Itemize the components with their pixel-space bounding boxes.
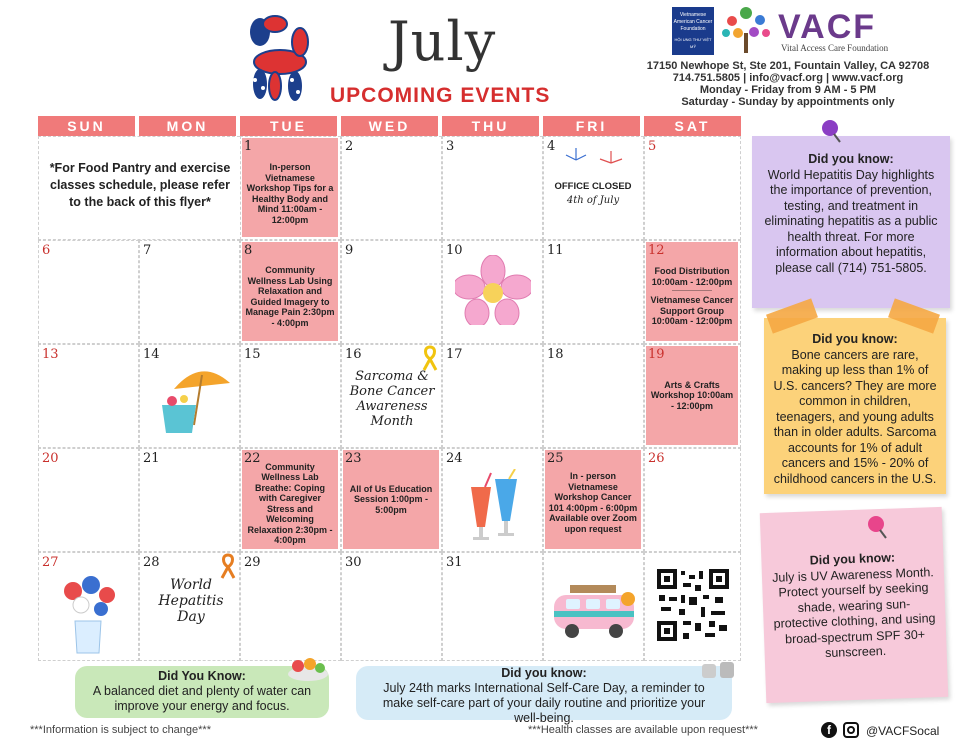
date-22: 22: [244, 451, 261, 466]
date-28: 28: [143, 555, 160, 570]
calendar-cell-jul-17: [442, 344, 543, 448]
date-2: 2: [345, 139, 354, 154]
calendar-cell-jul-13: [38, 344, 139, 448]
day-header-thu: THU: [442, 116, 539, 136]
calendar-cell-jul-10: [442, 240, 543, 344]
date-25: 25: [547, 451, 564, 466]
banner-body: July 24th marks International Self-Care Day, a reminder to make self-care part of your daily routine and prioritize your well-being.: [382, 681, 706, 725]
footer-disclaimer: ***Information is subject to change***: [30, 724, 211, 736]
calendar-cell-jul-4: [543, 136, 644, 240]
calendar-cell-jul-1: [240, 136, 341, 240]
event-jul-23: All of Us Education Session 1:00pm - 5:00pm: [343, 450, 439, 549]
calendar-cell-jul-24: [442, 448, 543, 552]
calendar-cell-jul-16: [341, 344, 442, 448]
sticky-note-heading: Did you know:: [809, 550, 896, 568]
date-17: 17: [446, 347, 463, 362]
day-header-mon: MON: [139, 116, 236, 136]
office-closed-label: OFFICE CLOSED: [554, 181, 632, 192]
calendar-cell-jul-15: [240, 344, 341, 448]
event-jul-12-separator: --------------------: [672, 288, 712, 295]
event-jul-19: Arts & Crafts Workshop 10:00am - 12:00pm: [646, 346, 738, 445]
sticky-note-body: Bone cancers are rare, making up less than 1% of U.S. cancers? They are more common in children, teenagers, and young adults than in older adults. Sarcoma accounts for 1% of adult cancers and 15% - 20% of childhood cancers in the U.S.: [773, 347, 937, 486]
date-16: 16: [345, 347, 362, 362]
food-pantry-note: *For Food Pantry and exercise classes schedule, please refer to the back of this flyer*: [49, 161, 231, 209]
world-hepatitis-day-label: World Hepatitis Day: [158, 577, 224, 625]
date-20: 20: [42, 451, 59, 466]
date-13: 13: [42, 347, 59, 362]
sarcoma-awareness-label: Sarcoma & Bone Cancer Awareness Month: [349, 369, 435, 429]
yellow-ribbon-icon: [422, 345, 438, 371]
date-4: 4: [547, 139, 556, 154]
org-full-name: Vital Access Care Foundation: [781, 43, 889, 53]
calendar-cell-jul-11: [543, 240, 644, 344]
date-29: 29: [244, 555, 261, 570]
banner-heading: Did You Know:: [158, 669, 246, 683]
calendar-cell-jul-31: [442, 552, 543, 661]
pushpin-pink-icon: [866, 514, 890, 540]
calendar-cell-jul-5: [644, 136, 741, 240]
day-header-tue: TUE: [240, 116, 337, 136]
calendar-cell-jul-8: [240, 240, 341, 344]
sticky-note-heading: Did you know:: [808, 152, 894, 166]
fireworks-icon: [556, 145, 634, 175]
instagram-icon[interactable]: [843, 722, 859, 738]
date-24: 24: [446, 451, 463, 466]
calendar-cell-blank-sat: [644, 552, 741, 661]
date-14: 14: [143, 347, 160, 362]
date-15: 15: [244, 347, 261, 362]
date-8: 8: [244, 243, 253, 258]
calendar-cell-jul-3: [442, 136, 543, 240]
weekday-hours: Monday - Friday from 9 AM - 5 PM: [699, 84, 877, 96]
date-3: 3: [446, 139, 455, 154]
calendar-cell-jul-19: [644, 344, 741, 448]
plumeria-flower-icon: [455, 255, 531, 325]
org-name: VACF: [778, 8, 877, 46]
drinks-icon: [465, 469, 525, 545]
banner-heading: Did you know:: [501, 666, 587, 680]
self-care-icon: [698, 658, 738, 682]
sticky-note-body: July is UV Awareness Month. Protect yourself by seeking shade, wearing sun-protective clothing, and using broad-spectrum SPF 30+ sunscreen.: [771, 564, 936, 661]
date-30: 30: [345, 555, 362, 570]
calendar-cell-blank-fri: [543, 552, 644, 661]
address: 17150 Newhope St, Ste 201, Fountain Valley, CA 92708: [646, 60, 930, 72]
pushpin-purple-icon: [820, 118, 844, 144]
hepatitis-ribbon-icon: [220, 553, 236, 579]
weekend-hours: Saturday - Sunday by appointments only: [681, 96, 895, 108]
beach-umbrella-icon: [156, 359, 236, 439]
month-title: July: [388, 10, 497, 73]
date-26: 26: [648, 451, 665, 466]
logo-subtext: HỘI UNG THƯ VIỆT MỸ: [674, 37, 712, 49]
date-18: 18: [547, 347, 564, 362]
date-19: 19: [648, 347, 665, 362]
date-11: 11: [547, 243, 564, 258]
day-header-fri: FRI: [543, 116, 640, 136]
event-jul-1: In-person Vietnamese Workshop Tips for a Healthy Body and Mind 11:00am - 12:00pm: [242, 138, 338, 237]
date-5: 5: [648, 139, 657, 154]
day-header-wed: WED: [341, 116, 438, 136]
footer-health-classes: ***Health classes are available upon request***: [528, 724, 758, 736]
calendar-cell-jul-26: [644, 448, 741, 552]
date-12: 12: [648, 243, 665, 258]
calendar-cell-jul-23: [341, 448, 442, 552]
contact-block: [630, 60, 946, 108]
event-jul-25: In - person Vietnamese Workshop Cancer 101 4:00pm - 6:00pm Available over Zoom upon request: [545, 450, 641, 549]
qr-code-icon[interactable]: [655, 567, 731, 643]
calendar-cell-jul-25: [543, 448, 644, 552]
self-care-banner: [356, 666, 732, 725]
event-jul-12-support: Vietnamese Cancer Support Group 10:00am - 12:00pm: [650, 295, 734, 327]
facebook-icon[interactable]: f: [821, 722, 837, 738]
calendar-cell-jul-28: [139, 552, 240, 661]
event-jul-8: Community Wellness Lab Using Relaxation and Guided Imagery to Manage Pain 2:30pm - 4:00pm: [242, 242, 338, 341]
date-6: 6: [42, 243, 51, 258]
calendar-cell-jul-21: [139, 448, 240, 552]
calendar-cell-jul-20: [38, 448, 139, 552]
calendar-cell-jul-2: [341, 136, 442, 240]
vacf-logo-box: [672, 7, 714, 55]
calendar-cell-jul-22: [240, 448, 341, 552]
calendar-grid: [38, 116, 741, 661]
calendar-cell-jul-14: [139, 344, 240, 448]
calendar-cell-jul-7: [139, 240, 240, 344]
date-23: 23: [345, 451, 362, 466]
calendar-cell-jul-29: [240, 552, 341, 661]
sticky-note-uv: [760, 507, 949, 703]
tree-logo-icon: [718, 5, 774, 55]
date-1: 1: [244, 139, 253, 154]
date-9: 9: [345, 243, 354, 258]
sticky-note-heading: Did you know:: [812, 332, 898, 346]
date-21: 21: [143, 451, 160, 466]
calendar-cell-jul-27: [38, 552, 139, 661]
banner-body: A balanced diet and plenty of water can improve your energy and focus.: [92, 684, 312, 713]
date-27: 27: [42, 555, 59, 570]
event-jul-12-food: Food Distribution 10:00am - 12:00pm: [651, 266, 733, 287]
event-jul-22: Community Wellness Lab Breathe: Coping with Caregiver Stress and Welcoming Relaxation 2:30pm - 4:00pm: [242, 450, 338, 549]
date-31: 31: [446, 555, 463, 570]
calendar-cell-jul-9: [341, 240, 442, 344]
fourth-of-july-label: 4th of July: [566, 195, 620, 206]
day-header-sun: SUN: [38, 116, 135, 136]
calendar-cell-jul-30: [341, 552, 442, 661]
phone-email-web: 714.751.5805 | info@vacf.org | www.vacf.org: [672, 72, 904, 84]
balloon-dog-icon: [230, 14, 330, 104]
calendar-cell-jul-6: [38, 240, 139, 344]
day-header-sat: SAT: [644, 116, 741, 136]
sticky-note-body: World Hepatitis Day highlights the importance of prevention, testing, and treatment in eliminating hepatitis as a public health threat. For more information about hepatitis, please call (714) 751-5805.: [764, 167, 938, 275]
calendar-cell-jul-12: [644, 240, 741, 344]
logo-text: Vietnamese American Cancer Foundation: [673, 12, 713, 32]
social-handle[interactable]: @VACFSocal: [866, 724, 940, 738]
flower-vase-icon: [55, 573, 121, 657]
camper-van-icon: [548, 577, 640, 641]
page-subtitle: UPCOMING EVENTS: [330, 84, 551, 107]
sticky-note-bone-cancer: [764, 318, 946, 494]
sticky-note-hepatitis: [752, 136, 950, 308]
calendar-cell-jul-18: [543, 344, 644, 448]
food-icon: [286, 654, 330, 682]
date-10: 10: [446, 243, 463, 258]
date-7: 7: [143, 243, 152, 258]
